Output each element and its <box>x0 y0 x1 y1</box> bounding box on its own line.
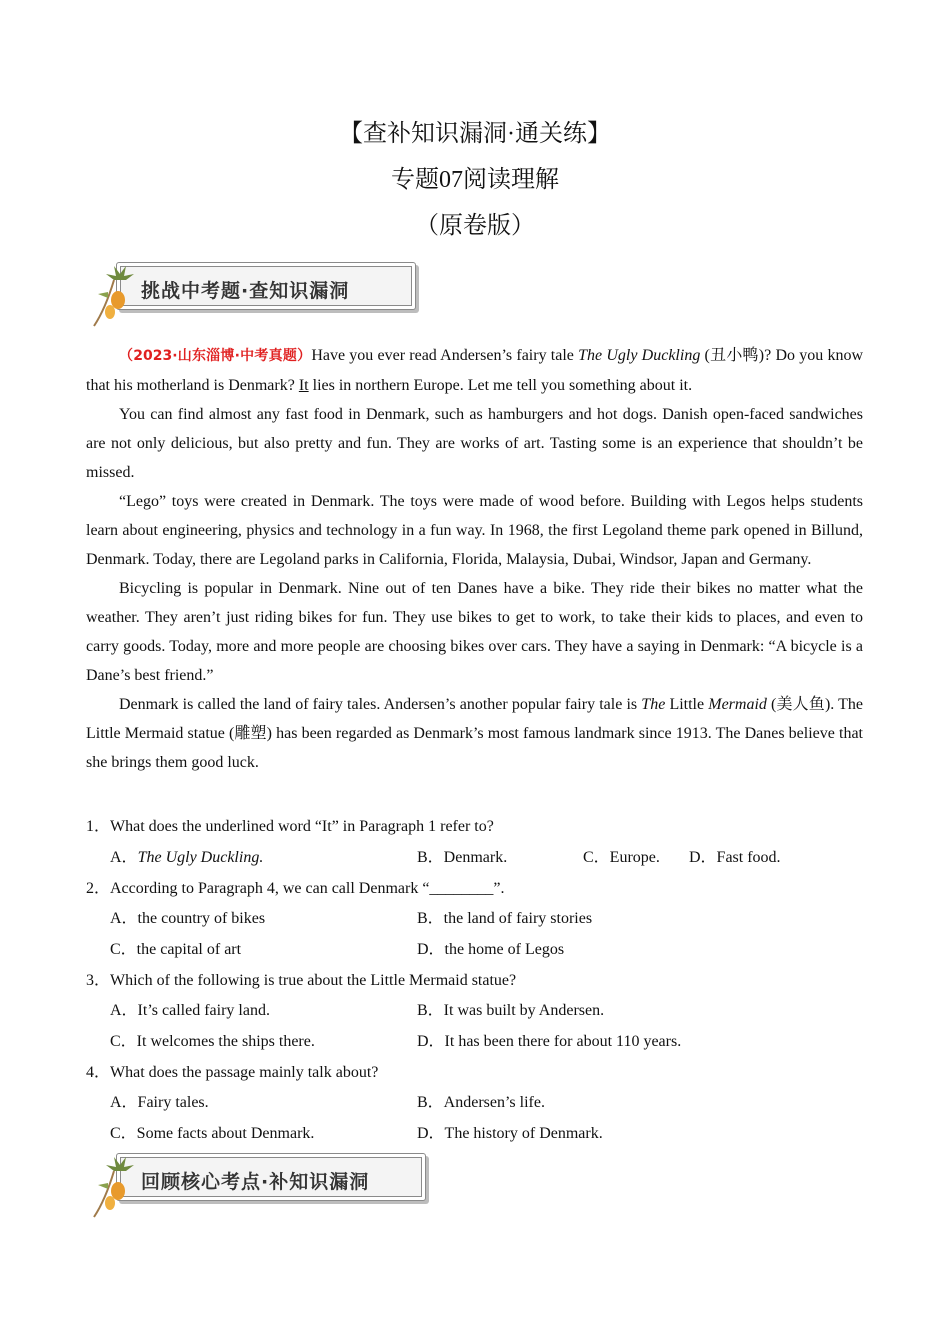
question-4: 4．What does the passage mainly talk about? <box>86 1064 379 1081</box>
q1-option-c: C．Europe. <box>583 849 660 866</box>
q1-option-d: D．Fast food. <box>689 849 781 866</box>
document-version: （原卷版） <box>415 213 535 239</box>
question-1: 1．What does the underlined word “It” in Paragraph 1 refer to? <box>86 818 494 835</box>
underlined-word: It <box>298 377 309 394</box>
reading-passage <box>86 341 863 777</box>
q3-option-d: D．It has been there for about 110 years. <box>417 1033 682 1050</box>
q4-option-a: A．Fairy tales. <box>110 1094 209 1111</box>
banner-title: 挑战中考题·查知识漏洞 <box>141 280 350 302</box>
question-3: 3．Which of the following is true about the Little Mermaid statue? <box>86 972 517 989</box>
q4-option-d: D．The history of Denmark. <box>417 1125 603 1142</box>
q4-option-b: B．Andersen’s life. <box>417 1094 545 1111</box>
paragraph-3: “Lego” toys were created in Denmark. The toys were made of wood before. Building with Legos helps students learn about engineering, physics and technology in a fun way. In 1968, the first Legoland theme park opened in Billund, Denmark. Today, there are Legoland parks in California, Florida, Malaysia, Dubai, Windsor, Japan and Germany. <box>86 493 863 568</box>
source-tag: （2023·山东淄博·中考真题） <box>119 348 312 364</box>
q3-option-c: C．It welcomes the ships there. <box>110 1033 315 1050</box>
banner-title: 回顾核心考点·补知识漏洞 <box>141 1171 370 1193</box>
q2-option-b: B．the land of fairy stories <box>417 910 593 927</box>
q1-option-b: B．Denmark. <box>417 849 508 866</box>
banner-frame <box>116 262 416 310</box>
q1-option-a: A．The Ugly Duckling. <box>110 849 264 866</box>
section-banner-1 <box>88 256 428 330</box>
q2-option-d: D．the home of Legos <box>417 941 565 958</box>
sprig-icon <box>88 256 138 330</box>
paragraph-1: （2023·山东淄博·中考真题）Have you ever read Andersen’s fairy tale The Ugly Duckling (丑小鸭)? Do you know that his motherland is Denmark? It lies in northern Europe. Let me tell you something about it. <box>86 347 864 394</box>
q3-option-a: A．It’s called fairy land. <box>110 1002 270 1019</box>
document-subtitle: 专题07阅读理解 <box>391 167 559 193</box>
paragraph-4: Bicycling is popular in Denmark. Nine out of ten Danes have a bike. They ride their bikes no matter what the weather. They aren’t just riding bikes for fun. They use bikes to get to work, to take their kids to places, and even to carry goods. Today, more and more people are choosing bikes over cars. They have a saying in Denmark: “A bicycle is a Dane’s best friend.” <box>86 580 863 684</box>
q4-option-c: C．Some facts about Denmark. <box>110 1125 315 1142</box>
section-banner-2 <box>88 1147 428 1221</box>
q2-option-c: C．the capital of art <box>110 941 242 958</box>
sprig-icon <box>88 1147 138 1221</box>
document-title: 【查补知识漏洞·通关练】 <box>339 121 611 147</box>
banner-frame <box>116 1153 426 1201</box>
paragraph-2: You can find almost any fast food in Denmark, such as hamburgers and hot dogs. Danish open-faced sandwiches are not only delicious, but also pretty and fun. They are works of art. Tasting some is an experience that shouldn’t be missed. <box>86 406 863 481</box>
q2-option-a: A．the country of bikes <box>110 910 266 927</box>
q3-option-b: B．It was built by Andersen. <box>417 1002 605 1019</box>
book-title: The Ugly Duckling <box>578 347 701 364</box>
paragraph-5: Denmark is called the land of fairy tales. Andersen’s another popular fairy tale is The Little Mermaid (美人鱼). The Little Mermaid statue (雕塑) has been regarded as Denmark’s most famous landmark since 1913. The Danes believe that she brings them good luck. <box>86 696 864 771</box>
question-2: 2．According to Paragraph 4, we can call Denmark “________”. <box>86 880 505 897</box>
